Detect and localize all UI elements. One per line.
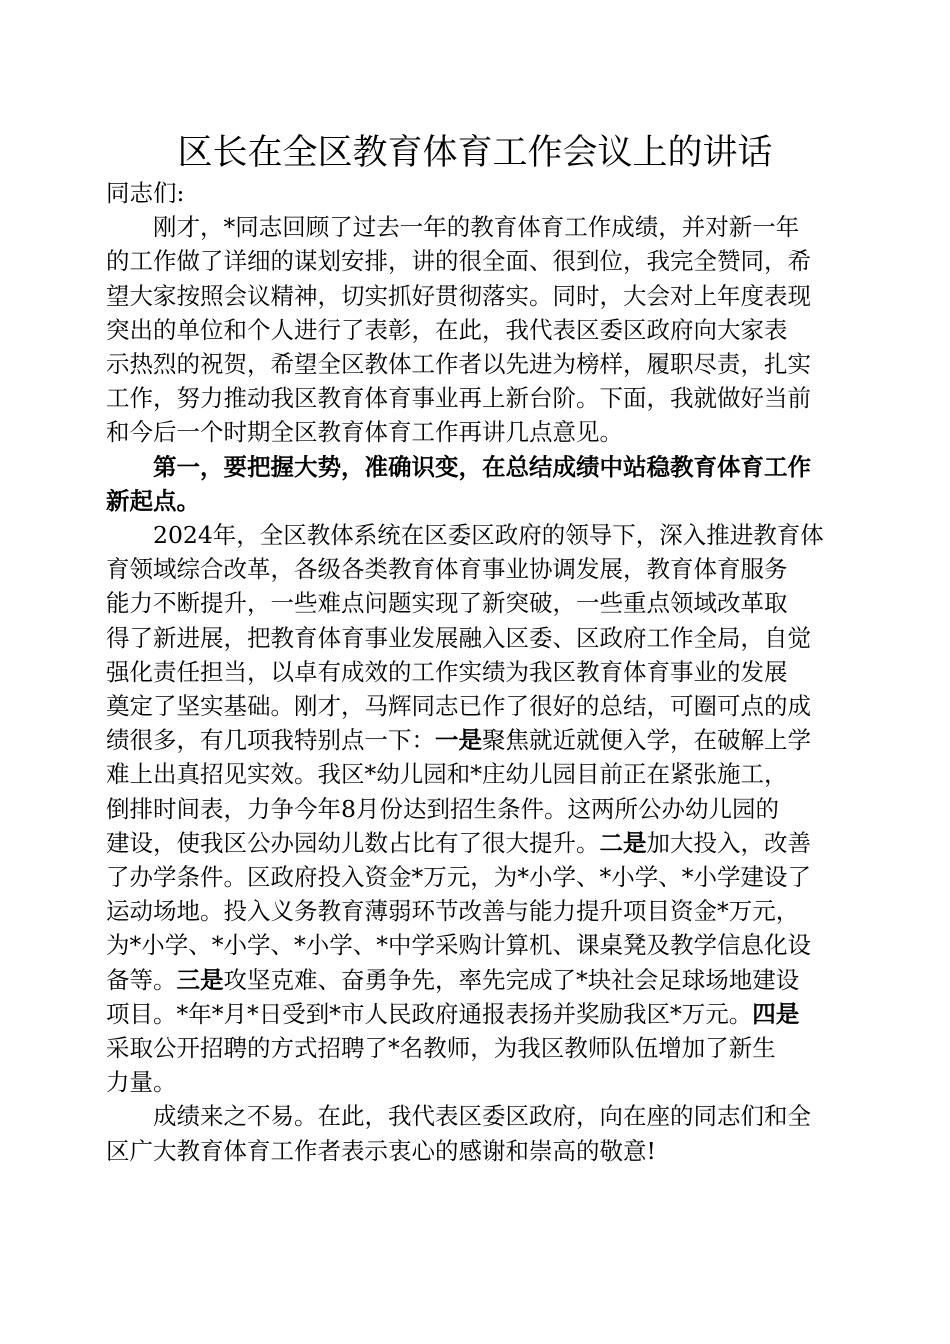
paragraph-thanks (106, 1099, 846, 1167)
text-run: 聚焦就近就便入学，在破解上学 (482, 726, 811, 755)
section-heading-first (106, 450, 846, 518)
text-line: 力量。 (106, 1068, 177, 1097)
text-line: 运动场地。投入义务教育薄弱环节改善与能力提升项目资金*万元， (106, 897, 800, 926)
text-line: 和今后一个时期全区教育体育工作再讲几点意见。 (106, 418, 623, 447)
text-run: 建设，使我区公办园幼儿数占比有了很大提升。 (106, 828, 600, 857)
text-run: 绩很多，有几项我特别点一下： (106, 726, 435, 755)
text-line: 能力不断提升，一些难点问题实现了新突破，一些重点领域改革取 (106, 589, 788, 618)
text-line: 突出的单位和个人进行了表彰，在此，我代表区委区政府向大家表 (106, 315, 788, 344)
heading-line: 新起点。 (106, 486, 200, 515)
emphasis-second: 二是 (599, 828, 647, 857)
text-line (106, 963, 846, 997)
page-title: 区长在全区教育体育工作会议上的讲话 (177, 133, 773, 173)
salutation: 同志们: (106, 179, 185, 207)
text-line: 为*小学、*小学、*小学、*中学采购计算机、课桌凳及教学信息化设 (106, 931, 811, 960)
text-line: 2024年，全区教体系统在区委区政府的领导下，深入推进教育体 (106, 521, 824, 550)
paragraph-achievements (106, 518, 846, 1099)
text-line: 强化责任担当，以卓有成效的工作实绩为我区教育体育事业的发展 (106, 657, 788, 686)
heading-line: 第一，要把握大势，准确识变，在总结成绩中站稳教育体育工作 (106, 452, 811, 481)
text-line: 倒排时间表，力争今年8月份达到招生条件。这两所公办幼儿园的 (106, 794, 779, 823)
emphasis-fourth: 四是 (752, 999, 800, 1028)
text-line: 示热烈的祝贺，希望全区教体工作者以先进为榜样，履职尽责，扎实 (106, 350, 811, 379)
text-line: 奠定了坚实基础。刚才，马辉同志已作了很好的总结，可圈可点的成 (106, 692, 811, 721)
text-line (106, 723, 846, 757)
document-body (106, 176, 846, 1168)
text-line: 望大家按照会议精神，切实抓好贯彻落实。同时，大会对上年度表现 (106, 281, 811, 310)
paragraph-opening (106, 210, 846, 449)
text-line: 的工作做了详细的谋划安排，讲的很全面、很到位，我完全赞同，希 (106, 247, 811, 276)
text-run: 攻坚克难、奋勇争先，率先完成了*块社会足球场地建设 (223, 965, 800, 994)
emphasis-third: 三是 (176, 965, 224, 994)
text-line: 工作，努力推动我区教育体育事业再上新台阶。下面，我就做好当前 (106, 384, 811, 413)
text-line: 育领域综合改革，各级各类教育体育事业协调发展，教育体育服务 (106, 555, 788, 584)
text-line: 了办学条件。区政府投入资金*万元，为*小学、*小学、*小学建设了 (106, 863, 811, 892)
text-line (106, 997, 846, 1031)
text-line (106, 826, 846, 860)
text-run: 加大投入，改善 (646, 828, 811, 857)
text-line: 区广大教育体育工作者表示衷心的感谢和崇高的敬意! (106, 1136, 656, 1165)
text-line: 刚才，*同志回顾了过去一年的教育体育工作成绩，并对新一年 (106, 213, 800, 242)
text-run: 项目。*年*月*日受到*市人民政府通报表扬并奖励我区*万元。 (106, 999, 753, 1028)
text-line: 成绩来之不易。在此，我代表区委区政府，向在座的同志们和全 (106, 1102, 811, 1131)
text-line: 采取公开招聘的方式招聘了*名教师，为我区教师队伍增加了新生 (106, 1034, 776, 1063)
emphasis-first: 一是 (435, 726, 482, 755)
text-run: 备等。 (106, 965, 177, 994)
text-line: 得了新进展，把教育体育事业发展融入区委、区政府工作全局，自觉 (106, 623, 811, 652)
text-line: 难上出真招见实效。我区*幼儿园和*庄幼儿园目前正在紧张施工， (106, 760, 788, 789)
